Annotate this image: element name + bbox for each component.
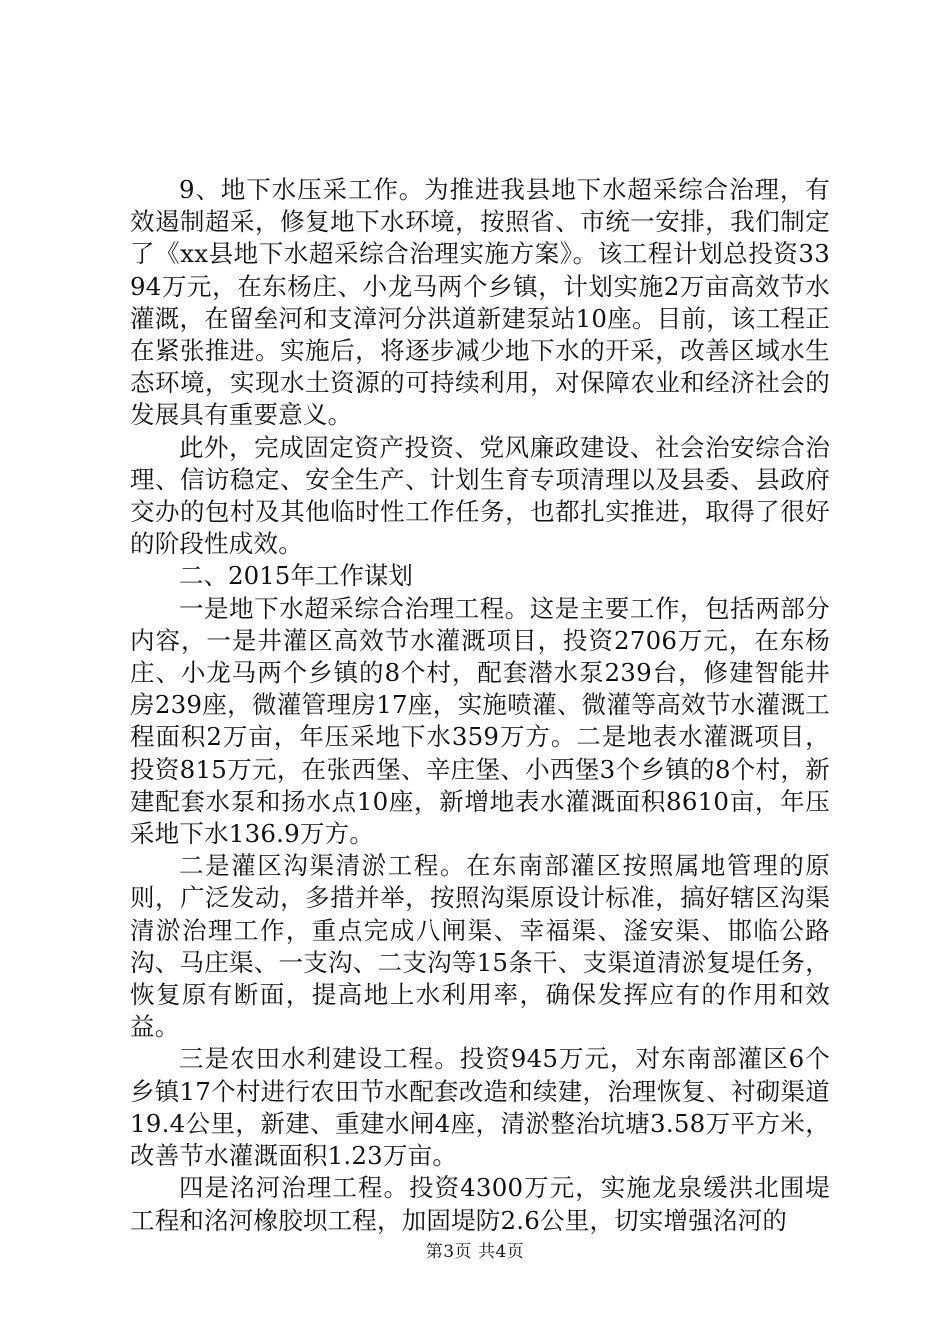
paragraph-groundwater-work: 9、地下水压采工作。为推进我县地下水超采综合治理，有效遏制超采，修复地下水环境，按照省、市统一安排，我们制定了《xx县地下水超采综合治理实施方案》。该工程计划总投资3394万元，在东杨庄、小龙马两个乡镇，计划实施2万亩高效节水灌溉，在留垒河和支漳河分洪道新建泵站10座。目前，该工程正在紧张推进。实施后，将逐步减少地下水的开采，改善区域水生态环境，实现水土资源的可持续利用，对保障农业和经济社会的发展具有重要意义。 (130, 175, 830, 430)
paragraph-plan-minghe-river: 四是洺河治理工程。投资4300万元，实施龙泉缓洪北围堤工程和洺河橡胶坝工程，加固堤防2.6公里，切实增强洺河的 (130, 1173, 830, 1235)
paragraph-plan-farmland-water: 三是农田水利建设工程。投资945万元，对东南部灌区6个乡镇17个村进行农田节水配套改造和续建，治理恢复、衬砌渠道19.4公里，新建、重建水闸4座，清淤整治坑塘3.58万平方米，改善节水灌溉面积1.23万亩。 (130, 1044, 830, 1171)
page-number-footer: 第3页 共4页 (425, 1242, 525, 1262)
document-body (130, 174, 830, 1237)
paragraph-other-work: 此外，完成固定资产投资、党风廉政建设、社会治安综合治理、信访稳定、安全生产、计划生育专项清理以及县委、县政府交办的包村及其他临时性工作任务，也都扎实推进，取得了很好的阶段性成效。 (130, 432, 830, 559)
section-heading-2015-plan: 二、2015年工作谋划 (179, 561, 413, 591)
paragraph-plan-groundwater: 一是地下水超采综合治理工程。这是主要工作，包括两部分内容，一是井灌区高效节水灌溉项目，投资2706万元，在东杨庄、小龙马两个乡镇的8个村，配套潜水泵239台，修建智能井房239座，微灌管理房17座，实施喷灌、微灌等高效节水灌溉工程面积2万亩，年压采地下水359万方。二是地表水灌溉项目，投资815万元，在张西堡、辛庄堡、小西堡3个乡镇的8个村，新建配套水泵和扬水点10座，新增地表水灌溉面积8610亩，年压采地下水136.9万方。 (130, 593, 830, 849)
paragraph-plan-canal-dredging: 二是灌区沟渠清淤工程。在东南部灌区按照属地管理的原则，广泛发动，多措并举，按照沟渠原设计标准，搞好辖区沟渠清淤治理工作，重点完成八闸渠、幸福渠、滏安渠、邯临公路沟、马庄渠、一支沟、二支沟等15条干、支渠道清淤复堤任务，恢复原有断面，提高地上水利用率，确保发挥应有的作用和效益。 (130, 851, 830, 1042)
